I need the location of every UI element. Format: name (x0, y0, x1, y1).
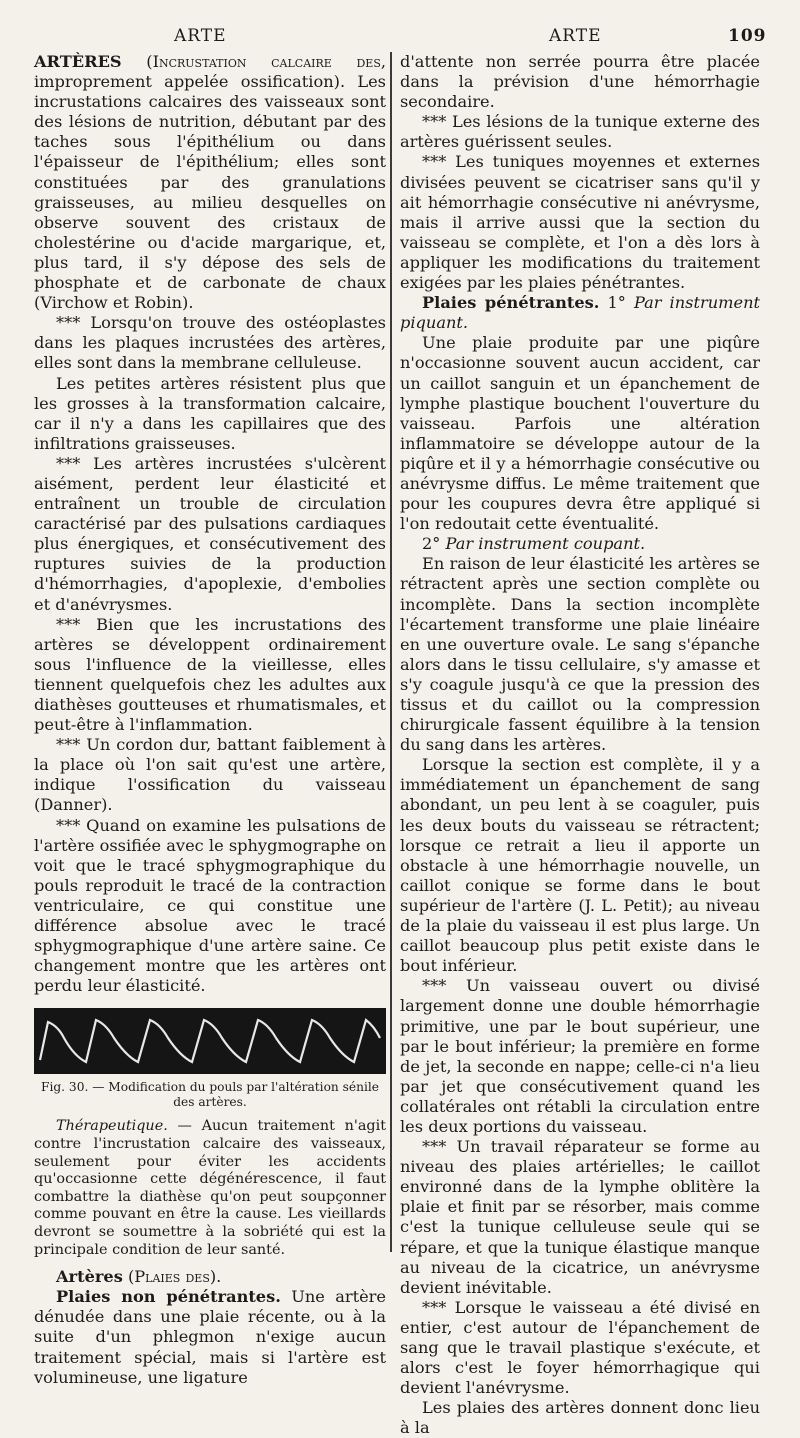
subsection-non-penetrantes (34, 1287, 386, 1387)
entry-arteres-plaies (34, 1267, 386, 1287)
left-column (34, 52, 386, 1388)
paragraph: *** Un travail réparateur se forme au niveau des plaies artérielles; le caillot environné dans de la lymphe oblitère la plaie et finit par se résorber, mais comme c'est la tunique celluleuse seule qui se répare, et que la tunique élastique manque au niveau de la cicatrice, un anévrysme devient inévitable. (400, 1137, 760, 1297)
paragraph: Lorsque la section est complète, il y a immédiatement un épanchement de sang abondant, un peu lent à se coaguler, puis les deux bouts du vaisseau se rétractent; lorsque ce retrait a lieu il apporte un obstacle à une hémorrhagie nouvelle, un caillot conique se forme dans le bout supérieur de l'artère (J. L. Petit); au niveau de la plaie du vaisseau il est plus large. Un caillot beaucoup plus petit existe dans le bout inférieur. (400, 755, 760, 976)
paragraph: *** Un cordon dur, battant faiblement à la place où l'on sait qu'est une artère, indique l'ossification du vaisseau (Danner). (34, 735, 386, 815)
entry-arteres-incrustation (34, 52, 386, 313)
paragraph: *** Quand on examine les pulsations de l'artère ossifiée avec le sphygmographe on voit que le tracé sphygmographique du pouls reproduit le tracé de la contraction ventriculaire, ce qui constitue une différence absolue avec le tracé sphygmographique d'une artère saine. Ce changement montre que les artères ont perdu leur élasticité. (34, 815, 386, 996)
therapeutique-label: Thérapeutique. (56, 1118, 168, 1135)
subsection-heading: Plaies pénétrantes. (422, 293, 600, 313)
subsection-heading: Plaies non pénétrantes. (56, 1287, 281, 1307)
column-divider (390, 52, 392, 1252)
entry-subtitle: (Plaies des). (127, 1267, 222, 1287)
right-column (400, 52, 760, 1438)
entry-title: ARTÈRES (34, 52, 122, 71)
page-header (0, 26, 800, 50)
paragraph: *** Lorsqu'on trouve des ostéoplastes dans les plaques incrustées des artères, elles sont dans la membrane celluleuse. (34, 313, 386, 373)
paragraph: Les plaies des artères donnent donc lieu à la (400, 1398, 760, 1438)
paragraph: Les petites artères résistent plus que les grosses à la transformation calcaire, car il n'y a dans les capillaires que des infiltrations graisseuses. (34, 373, 386, 453)
subsection-number: 1° (599, 293, 634, 313)
paragraph: *** Un vaisseau ouvert ou divisé largement donne une double hémorrhagie primitive, une par le bout supérieur, une par le bout inférieur; la première en forme de jet, la seconde en nappe; celle-ci n'a lieu par jet que consécutivement quand les collatérales ont rétabli la circulation entre les deux portions du vaisseau. (400, 976, 760, 1136)
subsection-coupant (400, 534, 760, 554)
entry-body: improprement appelée ossification). Les incrustations calcaires des vaisseaux sont des lésions de nutrition, débutant par des taches sous l'épithélium ou dans l'épaisseur de l'épithélium; elles sont constituées par des granulations graisseuses, au milieu desquelles on observe souvent des cristaux de cholestérine ou d'acide margarique, et, plus tard, il s'y dépose des sels de phosphate et de carbonate de chaux (Virchow et Robin). (34, 72, 386, 313)
subsection-penetrantes (400, 293, 760, 333)
figure-caption: Fig. 30. — Modification du pouls par l'altération sénile des artères. (41, 1080, 379, 1110)
subsection-number: 2° (422, 534, 446, 554)
paragraph: d'attente non serrée pourra être placée dans la prévision d'une hémorrhagie secondaire. (400, 52, 760, 112)
running-head-right: ARTE (549, 26, 602, 46)
paragraph: Une plaie produite par une piqûre n'occasionne souvent aucun accident, car un caillot sanguin et un épanchement de lymphe plastique bouchent l'ouverture du vaisseau. Parfois une altération inflammatoire se développe autour de la piqûre et il y a hémorrhagie consécutive ou anévrysme diffus. Le même traitement que pour les coupures devra être appliqué si l'on redoutait cette éventualité. (400, 333, 760, 534)
entry-subtitle: (Incrustation calcaire des, (146, 52, 386, 71)
paragraph: *** Lorsque le vaisseau a été divisé en entier, c'est autour de l'épanchement de sang que le travail plastique s'exécute, et alors c'est le foyer hémorrhagique qui devient l'anévrysme. (400, 1297, 760, 1398)
pulse-trace-line (40, 1020, 380, 1062)
paragraph: En raison de leur élasticité les artères se rétractent après une section complète ou incomplète. Dans la section incomplète l'écartement transforme une plaie linéaire en une ouverture ovale. Le sang s'épanche alors dans le tissu cellulaire, s'y amasse et s'y coagule jusqu'à ce que la pression des tissus et du caillot ou la compression chirurgicale fassent équilibre à la tension du sang dans les artères. (400, 554, 760, 755)
page-number: 109 (728, 26, 767, 46)
pulse-tracing-figure (34, 1008, 386, 1074)
subsection-italic: Par instrument coupant. (445, 534, 646, 554)
therapeutique-paragraph (34, 1118, 386, 1259)
running-head-left: ARTE (174, 26, 227, 46)
pulse-tracing-svg (34, 1008, 386, 1074)
therapeutique-body: — Aucun traitement n'agit contre l'incrustation calcaire des vaisseaux, seulement pour éviter les accidents qu'occasionne cette dégénérescence, il faut combattre la diathèse qu'on peut soupçonner comme pouvant en être la cause. Les vieillards devront se soumettre à la sobriété qui est la principale condition de leur santé. (34, 1118, 386, 1258)
paragraph: *** Bien que les incrustations des artères se développent ordinairement sous l'influence de la vieillesse, elles tiennent quelquefois chez les adultes aux diathèses goutteuses et rhumatismales, et peut-être à l'inflammation. (34, 614, 386, 735)
paragraph: *** Les artères incrustées s'ulcèrent aisément, perdent leur élasticité et entraînent un trouble de circulation caractérisé par des pulsations cardiaques plus énergiques, et consécutivement des ruptures suivies de la production d'hémorrhagies, d'apoplexie, d'embolies et d'anévrysmes. (34, 453, 386, 614)
subsection-body: Une artère dénudée dans une plaie récente, ou à la suite d'un phlegmon n'exige aucun traitement spécial, mais si l'artère est volumineuse, une ligature (34, 1287, 386, 1387)
paragraph: *** Les tuniques moyennes et externes divisées peuvent se cicatriser sans qu'il y ait hémorrhagie consécutive ni anévrysme, mais il arrive aussi que la section du vaisseau se complète, et l'on a dès lors à appliquer les modifications du traitement exigées par les plaies pénétrantes. (400, 152, 760, 293)
entry-title: Artères (56, 1267, 123, 1287)
paragraph: *** Les lésions de la tunique externe des artères guérissent seules. (400, 112, 760, 152)
subsection-italic: Par instrument piquant. (400, 293, 760, 333)
